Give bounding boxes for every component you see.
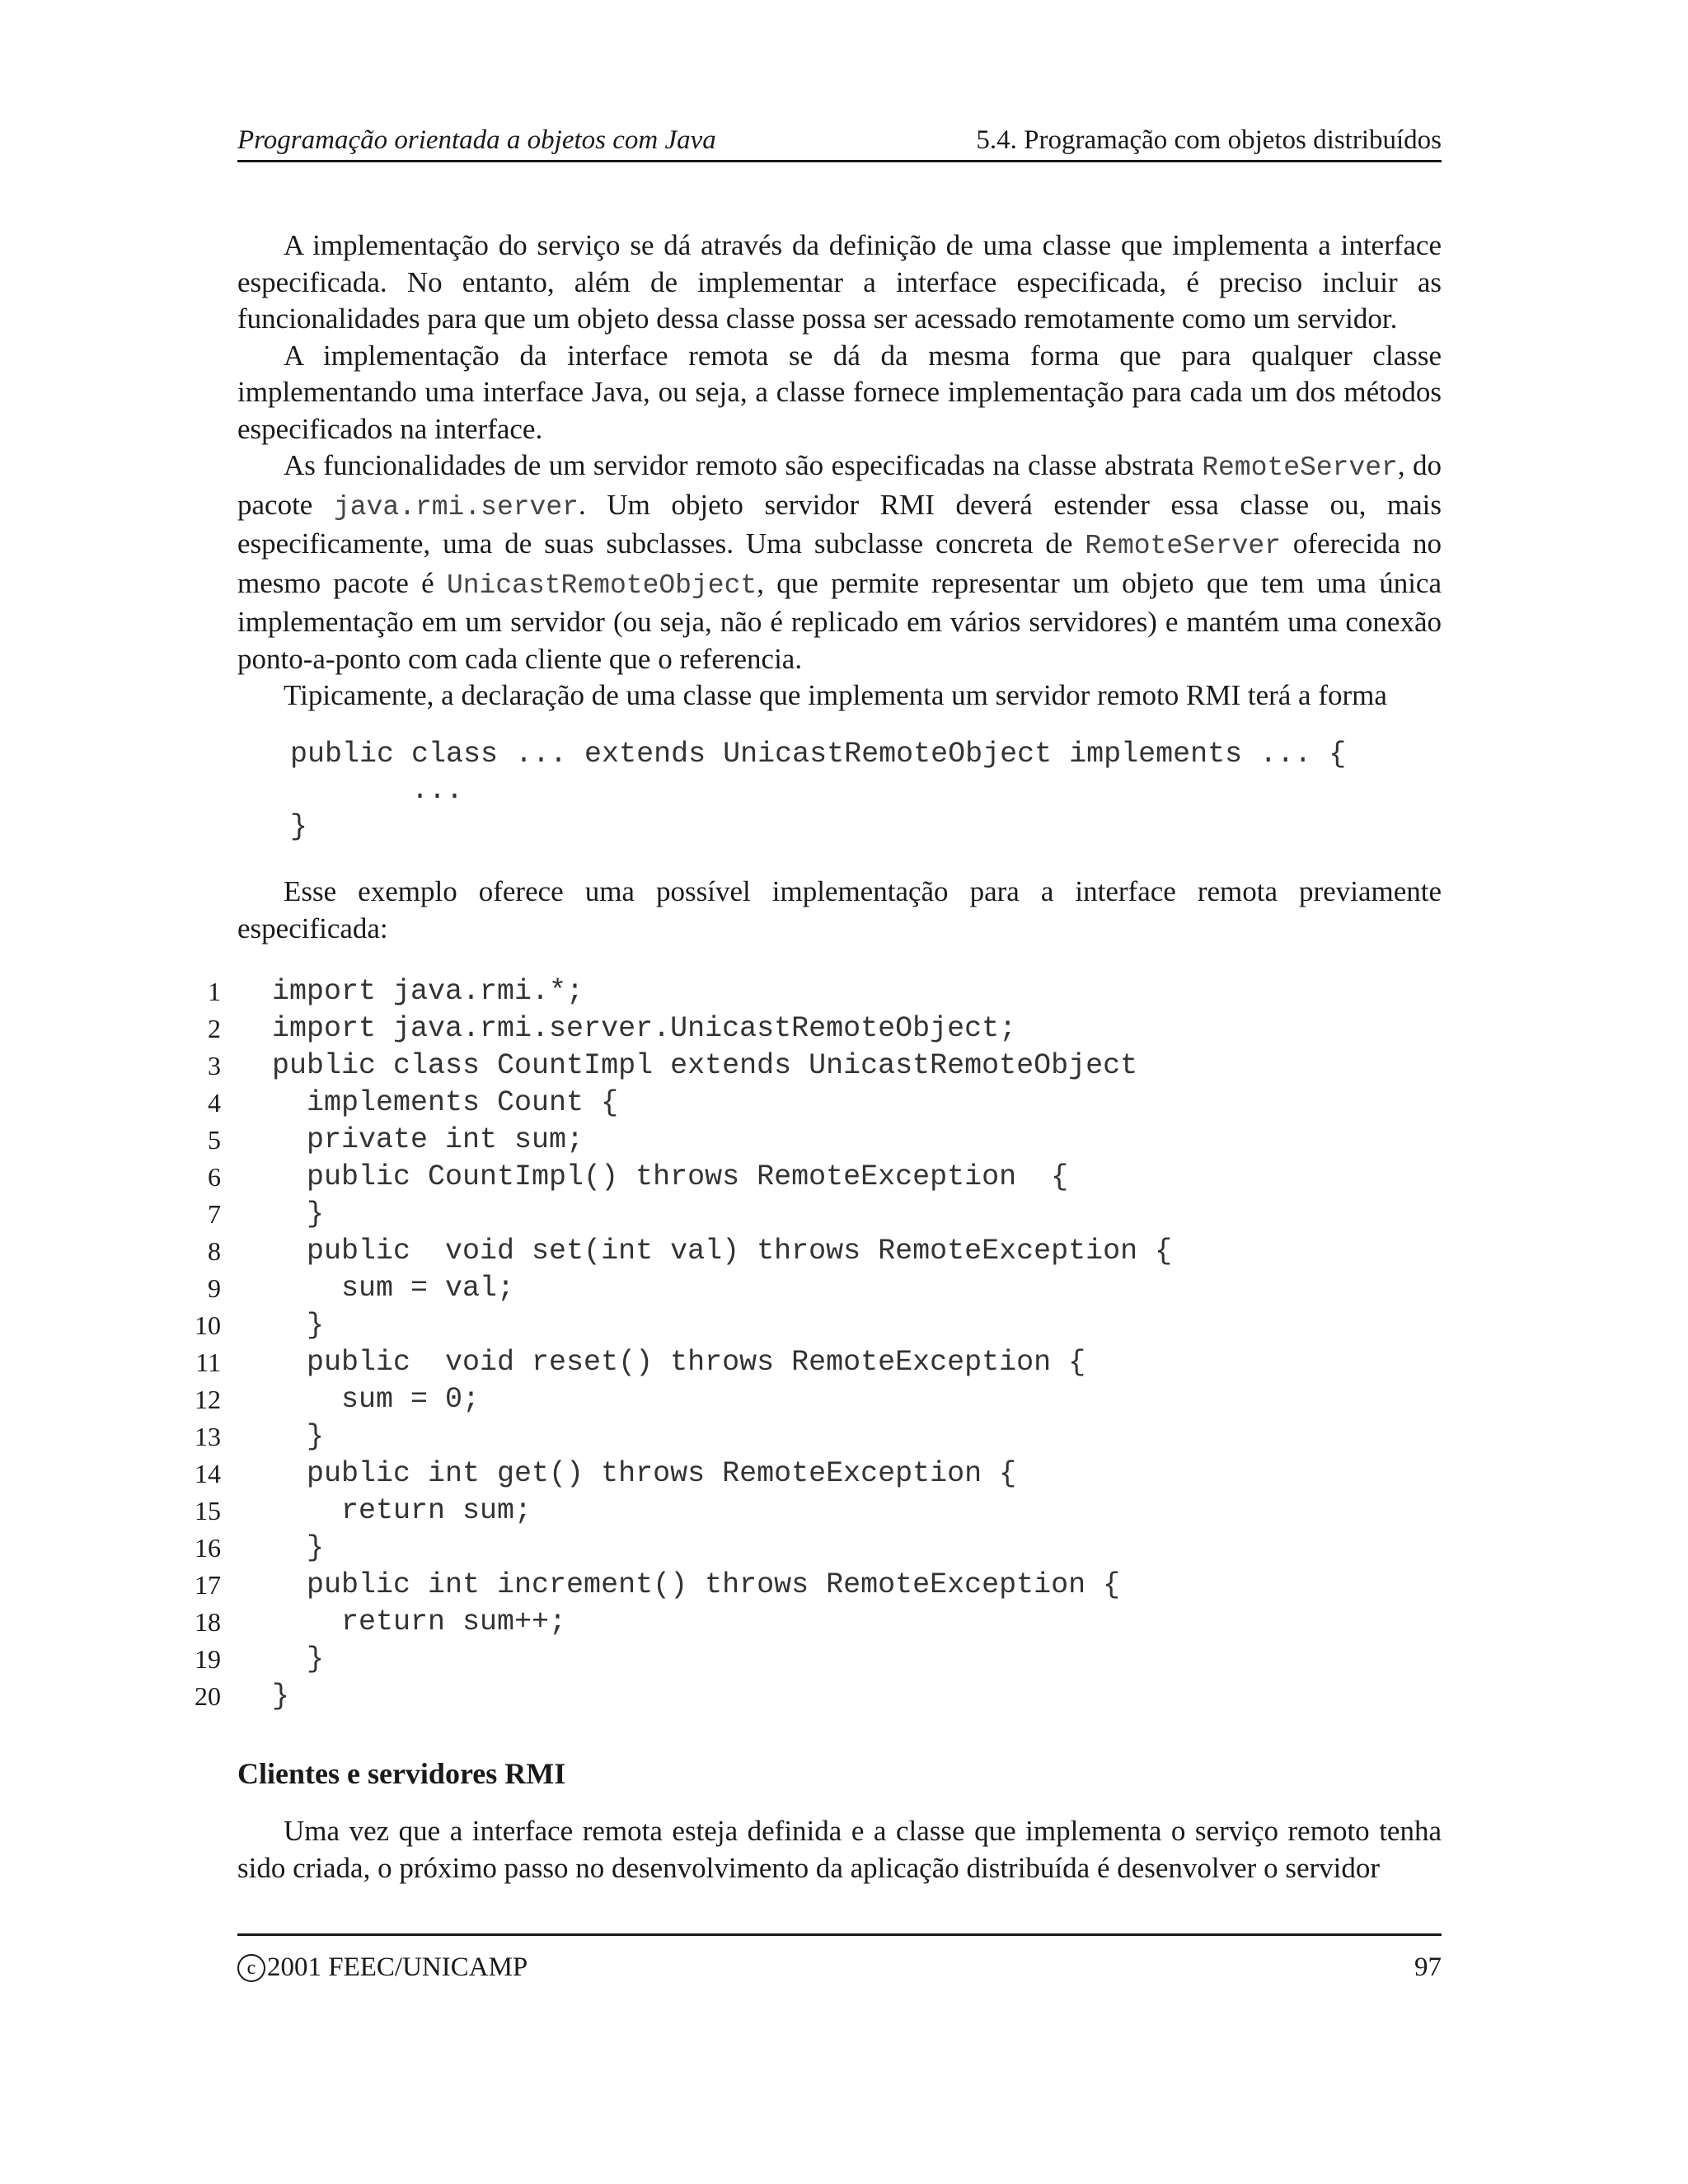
line-number: 11 bbox=[195, 1347, 221, 1377]
code-line bbox=[195, 1455, 1441, 1493]
line-number: 3 bbox=[208, 1051, 221, 1080]
line-number: 19 bbox=[195, 1644, 221, 1674]
line-number: 13 bbox=[195, 1422, 221, 1451]
line-number: 12 bbox=[195, 1385, 221, 1414]
line-number: 8 bbox=[208, 1236, 221, 1266]
line-number: 16 bbox=[195, 1533, 221, 1563]
line-number: 14 bbox=[195, 1459, 221, 1488]
paragraph-3-text-3: . Um objeto servidor RMI deverá estender essa classe ou, mais especificamente, uma de suas subclasses. Uma subclasse concreta de bbox=[237, 488, 1442, 560]
paragraph-3-text-5: , que permite representar um objeto que tem uma única implementação em um servidor (ou seja, não é replicado em vários servidores) e mantém uma conexão ponto-a-ponto com cada cliente que o referencia. bbox=[237, 566, 1442, 675]
line-code: public void set(int val) throws RemoteException { bbox=[272, 1235, 1173, 1268]
inline-code-unicastremoteobject: UnicastRemoteObject bbox=[446, 569, 757, 601]
line-number: 4 bbox=[208, 1088, 221, 1118]
line-number: 17 bbox=[195, 1570, 221, 1600]
snippet-line: public class ... extends UnicastRemoteObject implements ... { bbox=[290, 738, 1347, 771]
line-code: return sum++; bbox=[272, 1605, 567, 1638]
line-number: 1 bbox=[208, 977, 221, 1006]
code-line bbox=[195, 1678, 1441, 1715]
line-code: sum = 0; bbox=[272, 1383, 481, 1416]
code-line bbox=[195, 1493, 1441, 1530]
paragraph-6: Uma vez que a interface remota esteja definida e a classe que implementa o serviço remoto tenha sido criada, o próximo passo no desenvolvimento da aplicação distribuída é desenvolver o servidor bbox=[237, 1815, 1442, 1884]
paragraph-5: Esse exemplo oferece uma possível implementação para a interface remota previamente especificada: bbox=[237, 875, 1442, 944]
code-line bbox=[195, 1567, 1441, 1604]
header-book-title: Programação orientada a objetos com Java bbox=[237, 125, 716, 155]
line-number: 9 bbox=[208, 1273, 221, 1303]
intro-text bbox=[237, 227, 1442, 715]
code-line bbox=[195, 1530, 1441, 1567]
line-code: } bbox=[272, 1531, 325, 1564]
snippet-line: } bbox=[290, 810, 308, 843]
code-line bbox=[204, 973, 1441, 1010]
line-number: 6 bbox=[208, 1162, 221, 1192]
inline-code-remoteserver-2: RemoteServer bbox=[1085, 531, 1281, 561]
code-line bbox=[204, 1010, 1441, 1047]
line-number: 15 bbox=[195, 1496, 221, 1526]
code-line bbox=[195, 1307, 1441, 1344]
code-line bbox=[195, 1381, 1441, 1418]
line-code: sum = val; bbox=[272, 1272, 515, 1305]
line-code: } bbox=[272, 1309, 325, 1342]
running-header bbox=[237, 122, 1442, 162]
line-code: } bbox=[272, 1680, 290, 1713]
line-code: } bbox=[272, 1643, 325, 1675]
line-code: import java.rmi.*; bbox=[272, 975, 584, 1008]
paragraph-1: A implementação do serviço se dá através da definição de uma classe que implementa a interface especificada. No entanto, além de implementar a interface especificada, é preciso incluir as funcionalidades para que um objeto dessa classe possa ser acessado remotamente como um servidor. bbox=[237, 229, 1442, 335]
line-code: return sum; bbox=[272, 1494, 532, 1527]
code-line bbox=[204, 1196, 1441, 1233]
line-code: implements Count { bbox=[272, 1086, 619, 1119]
code-line bbox=[195, 1344, 1441, 1381]
code-line bbox=[204, 1085, 1441, 1122]
line-code: private int sum; bbox=[272, 1123, 584, 1156]
line-code: } bbox=[272, 1197, 325, 1230]
code-line bbox=[204, 1233, 1441, 1270]
line-code: public int get() throws RemoteException { bbox=[272, 1457, 1017, 1490]
example-intro-text bbox=[237, 874, 1442, 947]
line-number: 2 bbox=[208, 1014, 221, 1043]
code-line bbox=[195, 1418, 1441, 1455]
declaration-snippet bbox=[290, 736, 1346, 845]
code-line bbox=[204, 1159, 1441, 1196]
page-footer bbox=[237, 1933, 1442, 1982]
paragraph-3-text-4: oferecida no mesmo pacote é bbox=[237, 527, 1442, 599]
line-number: 7 bbox=[208, 1199, 221, 1229]
line-number: 18 bbox=[195, 1607, 221, 1637]
line-code: } bbox=[272, 1420, 325, 1453]
paragraph-3-text-2: , do pacote bbox=[237, 449, 1442, 521]
section-heading: Clientes e servidores RMI bbox=[237, 1757, 566, 1790]
snippet-line: ... bbox=[290, 774, 464, 807]
line-number: 20 bbox=[195, 1681, 221, 1711]
header-section-title: 5.4. Programação com objetos distribuídos bbox=[976, 125, 1442, 155]
closing-text bbox=[237, 1813, 1442, 1886]
inline-code-package: java.rmi.server bbox=[333, 491, 579, 523]
footer-publisher: 2001 FEEC/UNICAMP bbox=[267, 1952, 528, 1982]
line-code: public int increment() throws RemoteException { bbox=[272, 1568, 1121, 1601]
page-number: 97 bbox=[1414, 1952, 1442, 1982]
code-listing bbox=[195, 973, 1441, 1715]
code-line bbox=[195, 1641, 1441, 1678]
document-page bbox=[195, 0, 1442, 2184]
code-line bbox=[195, 1604, 1441, 1641]
paragraph-4: Tipicamente, a declaração de uma classe que implementa um servidor remoto RMI terá a forma bbox=[284, 679, 1387, 711]
line-code: public CountImpl() throws RemoteException { bbox=[272, 1160, 1069, 1193]
inline-code-remoteserver: RemoteServer bbox=[1202, 452, 1398, 483]
copyright-icon: c bbox=[237, 1954, 265, 1982]
code-line bbox=[204, 1122, 1441, 1159]
footer-copyright bbox=[237, 1952, 528, 1983]
line-code: public void reset() throws RemoteException { bbox=[272, 1346, 1086, 1379]
line-code: import java.rmi.server.UnicastRemoteObject; bbox=[272, 1012, 1017, 1045]
line-code: public class CountImpl extends UnicastRemoteObject bbox=[272, 1049, 1138, 1082]
paragraph-3 bbox=[237, 448, 1442, 677]
paragraph-3-text-1: As funcionalidades de um servidor remoto são especificadas na classe abstrata bbox=[284, 449, 1203, 481]
line-number: 5 bbox=[208, 1125, 221, 1155]
code-line bbox=[204, 1047, 1441, 1085]
paragraph-2: A implementação da interface remota se dá da mesma forma que para qualquer classe implementando uma interface Java, ou seja, a classe fornece implementação para cada um dos métodos especificados na interface. bbox=[237, 339, 1442, 445]
line-number: 10 bbox=[195, 1310, 221, 1340]
code-line bbox=[204, 1270, 1441, 1307]
